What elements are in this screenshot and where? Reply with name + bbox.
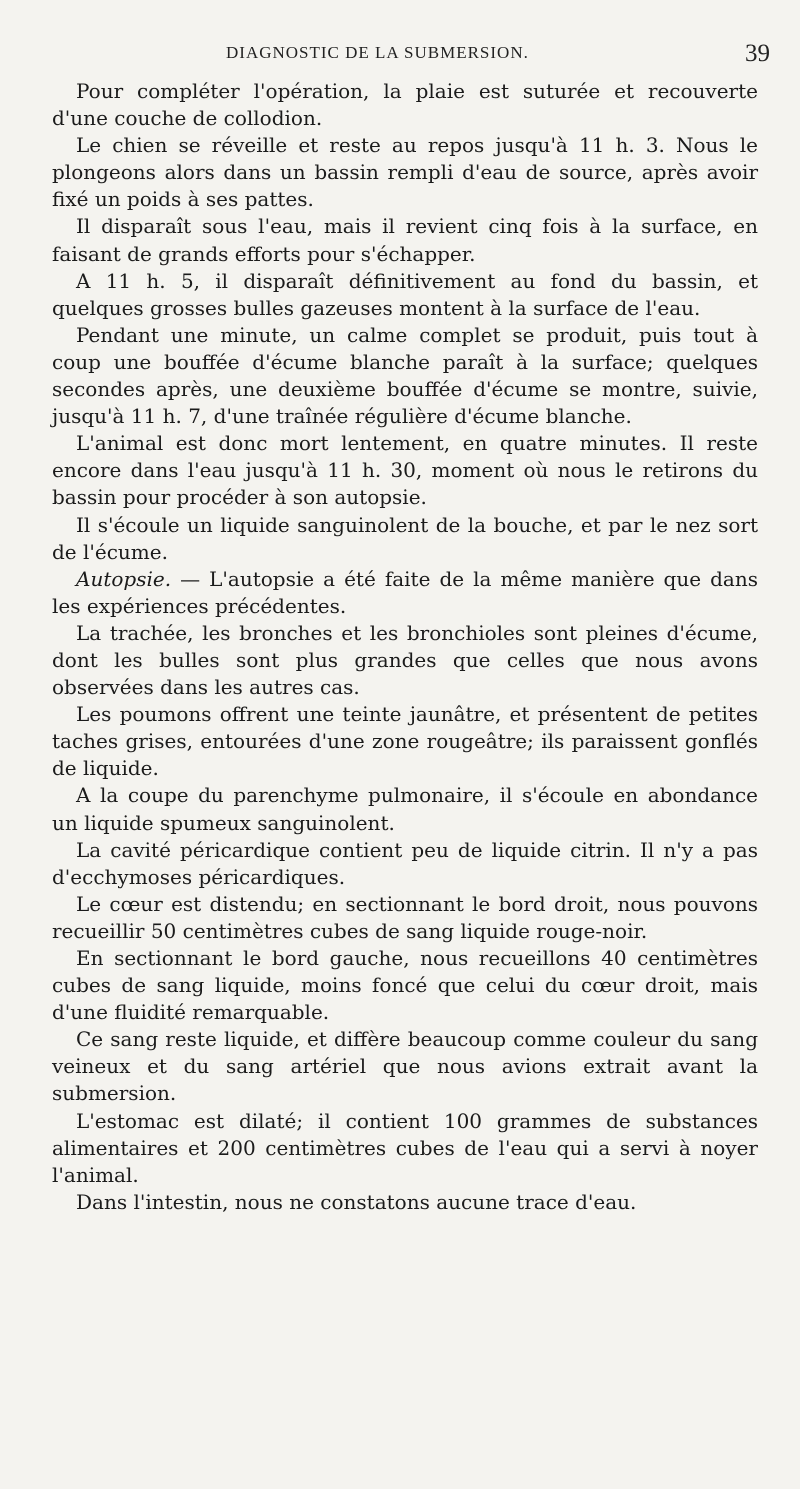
paragraph: Le cœur est distendu; en sectionnant le bord droit, nous pouvons recueillir 50 centimètres cubes de sang liquide rouge-noir. xyxy=(52,891,758,943)
paragraph: Il disparaît sous l'eau, mais il revient cinq fois à la surface, en faisant de grands efforts pour s'échapper. xyxy=(52,214,758,266)
paragraph: Dans l'intestin, nous ne constatons aucune trace d'eau. xyxy=(76,1189,637,1214)
paragraph: Ce sang reste liquide, et diffère beaucoup comme couleur du sang veineux et du sang artériel que nous avions extrait avant la submersion. xyxy=(52,1027,758,1106)
running-title: DIAGNOSTIC DE LA SUBMERSION. xyxy=(226,43,529,62)
paragraph: La trachée, les bronches et les bronchioles sont pleines d'écume, dont les bulles sont plus grandes que celles que nous avons observées dans les autres cas. xyxy=(52,620,758,700)
running-head xyxy=(0,40,800,70)
paragraph: A la coupe du parenchyme pulmonaire, il s'écoule en abondance un liquide spumeux sanguinolent. xyxy=(52,783,758,835)
paragraph: L'estomac est dilaté; il contient 100 grammes de substances alimentaires et 200 centimètres cubes de l'eau qui a servi à noyer l'animal. xyxy=(52,1108,758,1187)
page-number: 39 xyxy=(745,40,770,67)
paragraph: Pour compléter l'opération, la plaie est suturée et recouverte d'une couche de collodion. xyxy=(52,79,758,131)
paragraph: Il s'écoule un liquide sanguinolent de la bouche, et par le nez sort de l'écume. xyxy=(52,512,758,564)
paragraph: L'animal est donc mort lentement, en quatre minutes. Il reste encore dans l'eau jusqu'à 11 h. 30, moment où nous le retirons du bassin pour procéder à son autopsie. xyxy=(52,431,758,510)
paragraph: Le chien se réveille et reste au repos jusqu'à 11 h. 3. Nous le plongeons alors dans un bassin rempli d'eau de source, après avoir fixé un poids à ses pattes. xyxy=(52,133,758,212)
paragraph: Les poumons offrent une teinte jaunâtre, et présentent de petites taches grises, entourées d'une zone rougeâtre; ils paraissent gonflés de liquide. xyxy=(52,702,758,781)
autopsy-text: — L'autopsie a été faite de la même manière que dans les expériences précédentes. xyxy=(52,566,758,618)
paragraph: En sectionnant le bord gauche, nous recueillons 40 centimètres cubes de sang liquide, moins foncé que celui du cœur droit, mais d'une fluidité remarquable. xyxy=(52,946,758,1025)
paragraph: Pendant une minute, un calme complet se produit, puis tout à coup une bouffée d'écume blanche paraît à la surface; quelques secondes après, une deuxième bouffée d'écume se montre, suivie, jusqu'à 11 h. 7, d'une traînée régulière d'écume blanche. xyxy=(52,322,758,429)
paragraph: A 11 h. 5, il disparaît définitivement au fond du bassin, et quelques grosses bulles gazeuses montent à la surface de l'eau. xyxy=(52,268,758,320)
body-text xyxy=(52,78,758,1216)
paragraph: La cavité péricardique contient peu de liquide citrin. Il n'y a pas d'ecchymoses péricardiques. xyxy=(52,837,758,889)
autopsy-heading: Autopsie. xyxy=(76,566,172,591)
autopsy-paragraph xyxy=(52,566,758,620)
